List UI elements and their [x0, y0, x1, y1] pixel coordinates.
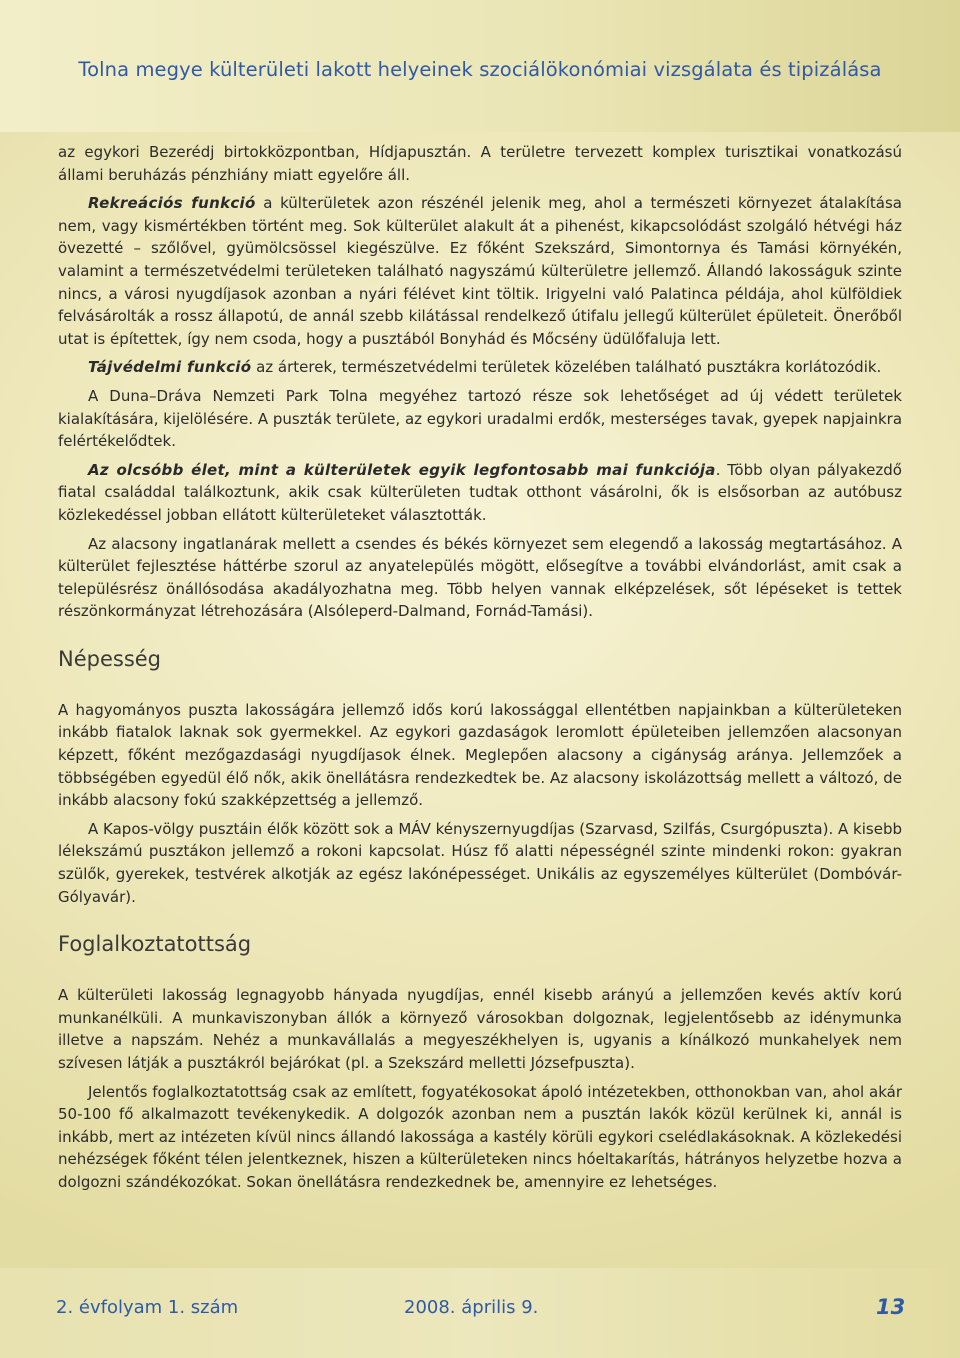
paragraph: A külterületi lakosság legnagyobb hányada nyugdíjas, ennél kisebb arányú a jellemzően kevés aktív korú munkanélküli. A munkaviszonyban állók a környező városokban dolgoznak, legjelentősebb az idénymunka illetve a napszám. Nehéz a munkavállalás a megyeszékhelyen is, ugyanis a kínálkozó munkahelyek nem szívesen látják a pusztákról bejárókat (pl. a Szekszárd melletti Józsefpuszta). — [58, 986, 902, 1072]
article-body — [58, 141, 902, 1200]
paragraph — [58, 356, 902, 379]
paragraph: A hagyományos puszta lakosságára jellemző idős korú lakossággal ellentétben napjainkban a külterületeken inkább fiatalok laknak sok gyermekkel. Az egykori gazdaságok leromlott épületeiben jellemzően alacsonyan képzett, főként mezőgazdasági nyugdíjasok élnek. Meglepően alacsony a cigányság aránya. Jellemzőek a többségében egyedül élő nők, akik önellátásra rendezkedtek be. Az alacsony iskolázottság mellett a változó, de inkább alacsony fokú szakképzettség a jellemző. — [58, 700, 902, 810]
page-number: 13 — [876, 1295, 906, 1319]
paragraph-text: az árterek, természetvédelmi területek közelében található pusztákra korlátozódik. — [251, 358, 882, 377]
page-footer — [0, 1268, 960, 1358]
paragraph: az egykori Bezerédj birtokközpontban, Hídjapusztán. A területre tervezett komplex turisztikai vonatkozású állami beruházás pénzhiány miatt egyelőre áll. — [58, 143, 902, 184]
issue-label: 2. évfolyam 1. szám — [56, 1297, 239, 1318]
paragraph — [58, 459, 902, 527]
paragraph-text: a külterületek azon részénél jelenik meg, ahol a természeti környezet átalakítása nem, vagy kismértékben történt meg. Sok külterület alakult át a pihenést, kikapcsolódást szolgáló hétvégi ház övezetté – szőlővel, gyümölcsössel kiegészülve. Ez főként Szekszárd, Simontornya és Tamási környékén, valamint a természetvédelmi területeken található nagyszámú külterületre jellemző. Állandó lakosságuk szinte nincs, a városi nyugdíjasok azonban a nyári félévet kint töltik. Irigyelni való Palatinca példája, ahol külföldiek felvásárolták a rossz állapotú, de annál szebb kilátással rendelkező útifalu jellegű külterület épületeit. Önerőből utat is építettek, így nem csoda, hogy a pusztából Bonyhád és Mőcsény üdülőfaluja lett. — [58, 194, 902, 348]
emphasis: Az olcsóbb élet, mint a külterületek egyik legfontosabb mai funkciója — [88, 460, 716, 479]
paragraph: A Kapos-völgy pusztáin élők között sok a MÁV kényszernyugdíjas (Szarvasd, Szilfás, Csurgópuszta). A kisebb lélekszámú pusztákon jellemző a rokoni kapcsolat. Húsz fő alatti népességnél szinte mindenki rokon: gyakran szülők, gyerekek, testvérek alkotják az egész lakónépességet. Unikális az egyszemélyes külterület (Dombóvár-Gólyavár). — [58, 819, 902, 906]
paragraph: A Duna–Dráva Nemzeti Park Tolna megyéhez tartozó része sok lehetőséget ad új védett területek kialakítására, kijelölésére. A puszták területe, az egykori uradalmi erdők, mesterséges tavak, gyepek napjainkra felértékelődtek. — [58, 386, 903, 451]
emphasis: Tájvédelmi funkció — [88, 358, 252, 377]
date-label: 2008. április 9. — [404, 1297, 539, 1318]
page-header — [0, 0, 960, 132]
paragraph-text: . Több olyan pályakezdő fiatal családdal találkoztunk, akik csak külterületen tudtak otthont vásárolni, ők is elsősorban az autóbusz közlekedéssel jobban ellátott külterületeket választották. — [58, 460, 902, 524]
section-heading-nepesseg: Népesség — [58, 646, 162, 671]
paragraph: Az alacsony ingatlanárak mellett a csendes és békés környezet sem elegendő a lakosság megtartásához. A külterület fejlesztése háttérbe szorul az anyatelepülés mögött, elősegítve a további elvándorlást, amit csak a településrész önállósodása akadályozhatna meg. Több helyen vannak elképzelések, sőt lépéseket is tettek részönkormányzat létrehozására (Alsóleperd-Dalmand, Fornád-Tamási). — [58, 534, 902, 621]
paragraph: Jelentős foglalkoztatottság csak az említett, fogyatékosokat ápoló intézetekben, otthonokban van, ahol akár 50-100 fő alkalmazott tevékenykedik. A dolgozók azonban nem a pusztán lakók közül kerülnek ki, annál is inkább, mert az intézeten kívül nincs állandó lakossága a kastély körüli egykori cselédlakásoknak. A közlekedési nehézségek főként télen jelentkeznek, hiszen a külterületeken nincs hóeltakarítás, hátrányos helyzetbe hozva a dolgozni szándékozókat. Sokan önellátásra rendezkednek be, amennyire ez lehetséges. — [58, 1082, 902, 1191]
section-heading-foglalkoztatottsag: Foglalkoztatottság — [58, 932, 252, 957]
running-title: Tolna megye külterületi lakott helyeinek szociálökonómiai vizsgálata és tipizálása — [78, 58, 882, 81]
emphasis: Rekreációs funkció — [88, 194, 256, 213]
paragraph — [58, 192, 902, 350]
